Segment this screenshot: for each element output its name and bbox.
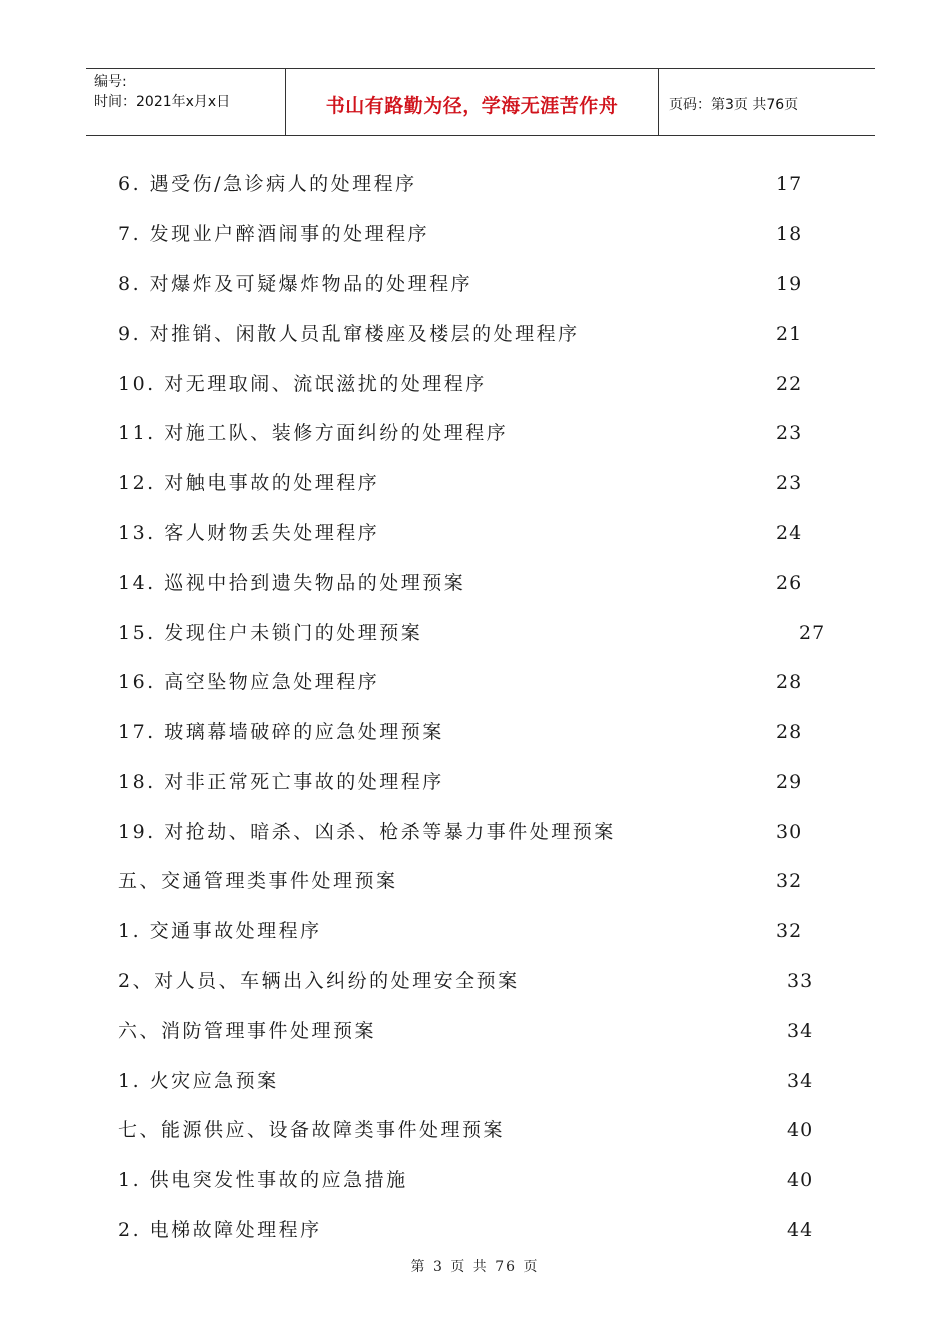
page-footer: 第 3 页 共 76 页 bbox=[410, 1259, 540, 1275]
toc-entry-label: 1. 供电突发性事故的应急措施 bbox=[118, 1169, 408, 1191]
toc-entry-page: 32 bbox=[776, 870, 803, 892]
toc-entry-page: 28 bbox=[776, 671, 803, 693]
toc-entry-page: 26 bbox=[776, 572, 803, 594]
toc-entry[interactable] bbox=[0, 1016, 950, 1046]
toc-entry[interactable] bbox=[0, 269, 950, 299]
toc-entry-label: 五、交通管理类事件处理预案 bbox=[118, 870, 398, 892]
toc-entry[interactable] bbox=[0, 369, 950, 399]
toc-entry-label: 8. 对爆炸及可疑爆炸物品的处理程序 bbox=[118, 273, 473, 295]
toc-entry-label: 14. 巡视中拾到遗失物品的处理预案 bbox=[118, 572, 466, 594]
toc-entry[interactable] bbox=[0, 518, 950, 548]
toc-entry-label: 9. 对推销、闲散人员乱窜楼座及楼层的处理程序 bbox=[118, 323, 580, 345]
toc-entry[interactable] bbox=[0, 618, 950, 648]
toc-entry-page: 21 bbox=[776, 323, 803, 345]
toc-entry-label: 16. 高空坠物应急处理程序 bbox=[118, 671, 380, 693]
toc-entry-label: 18. 对非正常死亡事故的处理程序 bbox=[118, 771, 444, 793]
toc-entry-page: 30 bbox=[776, 821, 803, 843]
toc-entry-page: 40 bbox=[787, 1119, 814, 1141]
time-label: 时间：2021年x月x日 bbox=[94, 94, 231, 110]
toc-entry-page: 18 bbox=[776, 223, 803, 245]
toc-entry[interactable] bbox=[0, 169, 950, 199]
toc-entry-page: 32 bbox=[776, 920, 803, 942]
toc-entry-label: 13. 客人财物丢失处理程序 bbox=[118, 522, 380, 544]
toc-entry[interactable] bbox=[0, 1215, 950, 1245]
toc-entry-label: 11. 对施工队、装修方面纠纷的处理程序 bbox=[118, 422, 509, 444]
toc-entry-label: 1. 火灾应急预案 bbox=[118, 1070, 279, 1092]
header-motto: 书山有路勤为径，学海无涯苦作舟 bbox=[325, 95, 619, 117]
toc-entry-label: 6. 遇受伤/急诊病人的处理程序 bbox=[118, 173, 417, 195]
toc-entry[interactable] bbox=[0, 1066, 950, 1096]
toc-entry-page: 29 bbox=[776, 771, 803, 793]
toc-entry-label: 七、能源供应、设备故障类事件处理预案 bbox=[118, 1119, 506, 1141]
toc-entry-label: 六、消防管理事件处理预案 bbox=[118, 1020, 377, 1042]
toc-entry-page: 40 bbox=[787, 1169, 814, 1191]
toc-entry[interactable] bbox=[0, 319, 950, 349]
toc-entry[interactable] bbox=[0, 1115, 950, 1145]
toc-entry[interactable] bbox=[0, 1165, 950, 1195]
toc-entry-page: 23 bbox=[776, 472, 803, 494]
toc-entry-page: 34 bbox=[787, 1070, 814, 1092]
toc-entry-page: 34 bbox=[787, 1020, 814, 1042]
toc-entry-label: 17. 玻璃幕墙破碎的应急处理预案 bbox=[118, 721, 444, 743]
toc-entry-label: 1. 交通事故处理程序 bbox=[118, 920, 322, 942]
header-page-info: 页码：第3页 共76页 bbox=[669, 97, 799, 113]
toc-entry-label: 12. 对触电事故的处理程序 bbox=[118, 472, 380, 494]
toc-entry[interactable] bbox=[0, 219, 950, 249]
toc-entry-label: 10. 对无理取闹、流氓滋扰的处理程序 bbox=[118, 373, 487, 395]
toc-entry[interactable] bbox=[0, 468, 950, 498]
toc-entry[interactable] bbox=[0, 916, 950, 946]
toc-entry-page: 44 bbox=[787, 1219, 814, 1241]
toc-entry-page: 27 bbox=[799, 622, 826, 644]
toc-entry-label: 2、对人员、车辆出入纠纷的处理安全预案 bbox=[118, 970, 520, 992]
toc-entry-label: 15. 发现住户未锁门的处理预案 bbox=[118, 622, 423, 644]
toc-entry-label: 19. 对抢劫、暗杀、凶杀、枪杀等暴力事件处理预案 bbox=[118, 821, 616, 843]
toc-entry-page: 17 bbox=[776, 173, 803, 195]
toc-entry-label: 2. 电梯故障处理程序 bbox=[118, 1219, 322, 1241]
toc-entry[interactable] bbox=[0, 817, 950, 847]
toc-entry[interactable] bbox=[0, 866, 950, 896]
toc-entry[interactable] bbox=[0, 717, 950, 747]
toc-entry-page: 19 bbox=[776, 273, 803, 295]
toc-entry[interactable] bbox=[0, 418, 950, 448]
doc-number-label: 编号: bbox=[94, 74, 127, 90]
toc-entry[interactable] bbox=[0, 767, 950, 797]
toc-entry-page: 23 bbox=[776, 422, 803, 444]
toc-entry-page: 24 bbox=[776, 522, 803, 544]
toc-entry-page: 33 bbox=[787, 970, 814, 992]
toc-entry-page: 28 bbox=[776, 721, 803, 743]
toc-entry-label: 7. 发现业户醉酒闹事的处理程序 bbox=[118, 223, 430, 245]
toc-entry[interactable] bbox=[0, 667, 950, 697]
toc-entry[interactable] bbox=[0, 966, 950, 996]
toc-entry-page: 22 bbox=[776, 373, 803, 395]
toc-entry[interactable] bbox=[0, 568, 950, 598]
